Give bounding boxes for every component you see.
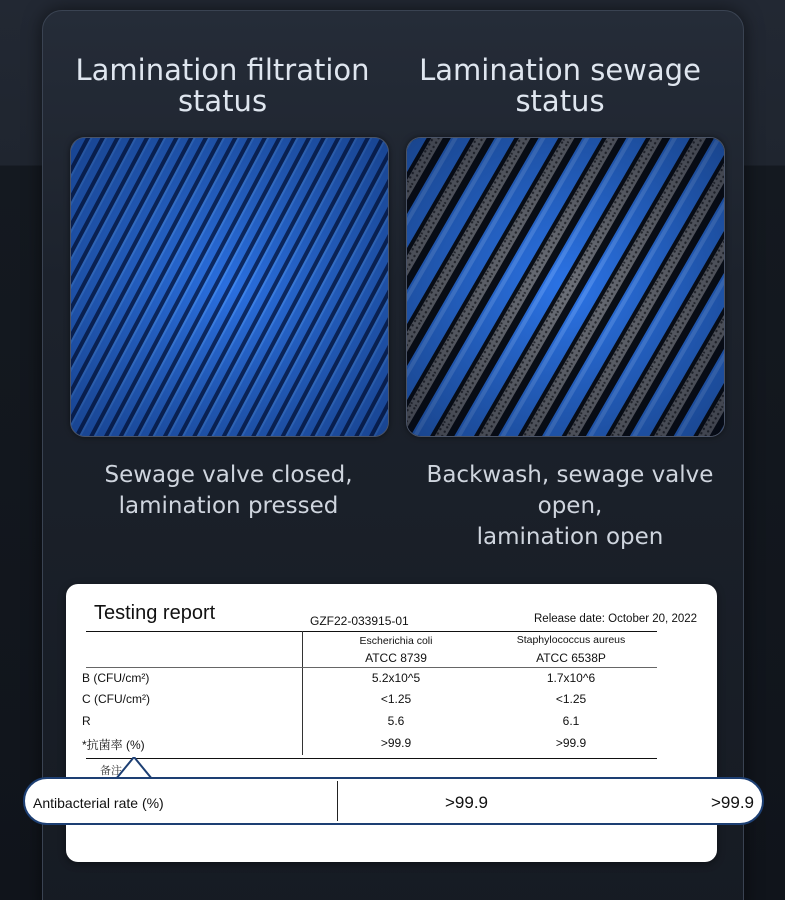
open-caption: Backwash, sewage valve open, lamination open [426,462,714,550]
row-rate-staph: >99.9 [555,736,587,750]
row-label-c: C (CFU/cm²) [82,692,150,706]
report-release-date: Release date: October 20, 2022 [534,613,698,625]
column-header-staph-name: Staphylococcus aureus [516,634,626,646]
header-rule [86,667,657,668]
callout-value-staph: >99.9 [710,793,754,812]
callout-label: Antibacterial rate (%) [33,795,164,811]
antibacterial-rate-callout [23,777,764,825]
blue-filter-laminations-pressed-icon [71,138,388,436]
row-r-ecoli: 5.6 [387,714,405,728]
row-rate-ecoli: >99.9 [380,736,412,750]
table-bottom-rule [86,758,657,759]
column-header-ecoli-strain: ATCC 8739 [365,651,427,665]
row-b-staph: 1.7x10^6 [546,671,596,685]
callout-value-ecoli: >99.9 [445,793,489,812]
column-header-ecoli-name: Escherichia coli [359,635,433,647]
row-c-ecoli: <1.25 [380,692,412,706]
report-code: GZF22-033915-01 [310,614,409,628]
column-header-staph-strain: ATCC 6538P [536,651,606,665]
table-top-rule [86,631,657,632]
row-r-staph: 6.1 [562,714,580,728]
callout-separator [337,781,338,821]
row-label-r: R [82,714,91,728]
row-b-ecoli: 5.2x10^5 [371,671,421,685]
row-c-staph: <1.25 [555,692,587,706]
table-column-divider [302,631,303,755]
pressed-lamination-photo [70,137,389,437]
pressed-caption: Sewage valve closed, lamination pressed [104,462,353,519]
sewage-status-title: Lamination sewage status [419,53,701,118]
row-label-rate: *抗菌率 (%) [82,738,145,752]
row-label-b: B (CFU/cm²) [82,671,150,685]
report-note: 备注 [100,765,122,777]
filtration-status-title: Lamination filtration status [75,53,370,118]
open-lamination-photo [406,137,725,437]
blue-filter-laminations-open-with-mesh-icon [407,138,724,436]
report-title: Testing report [94,602,216,624]
